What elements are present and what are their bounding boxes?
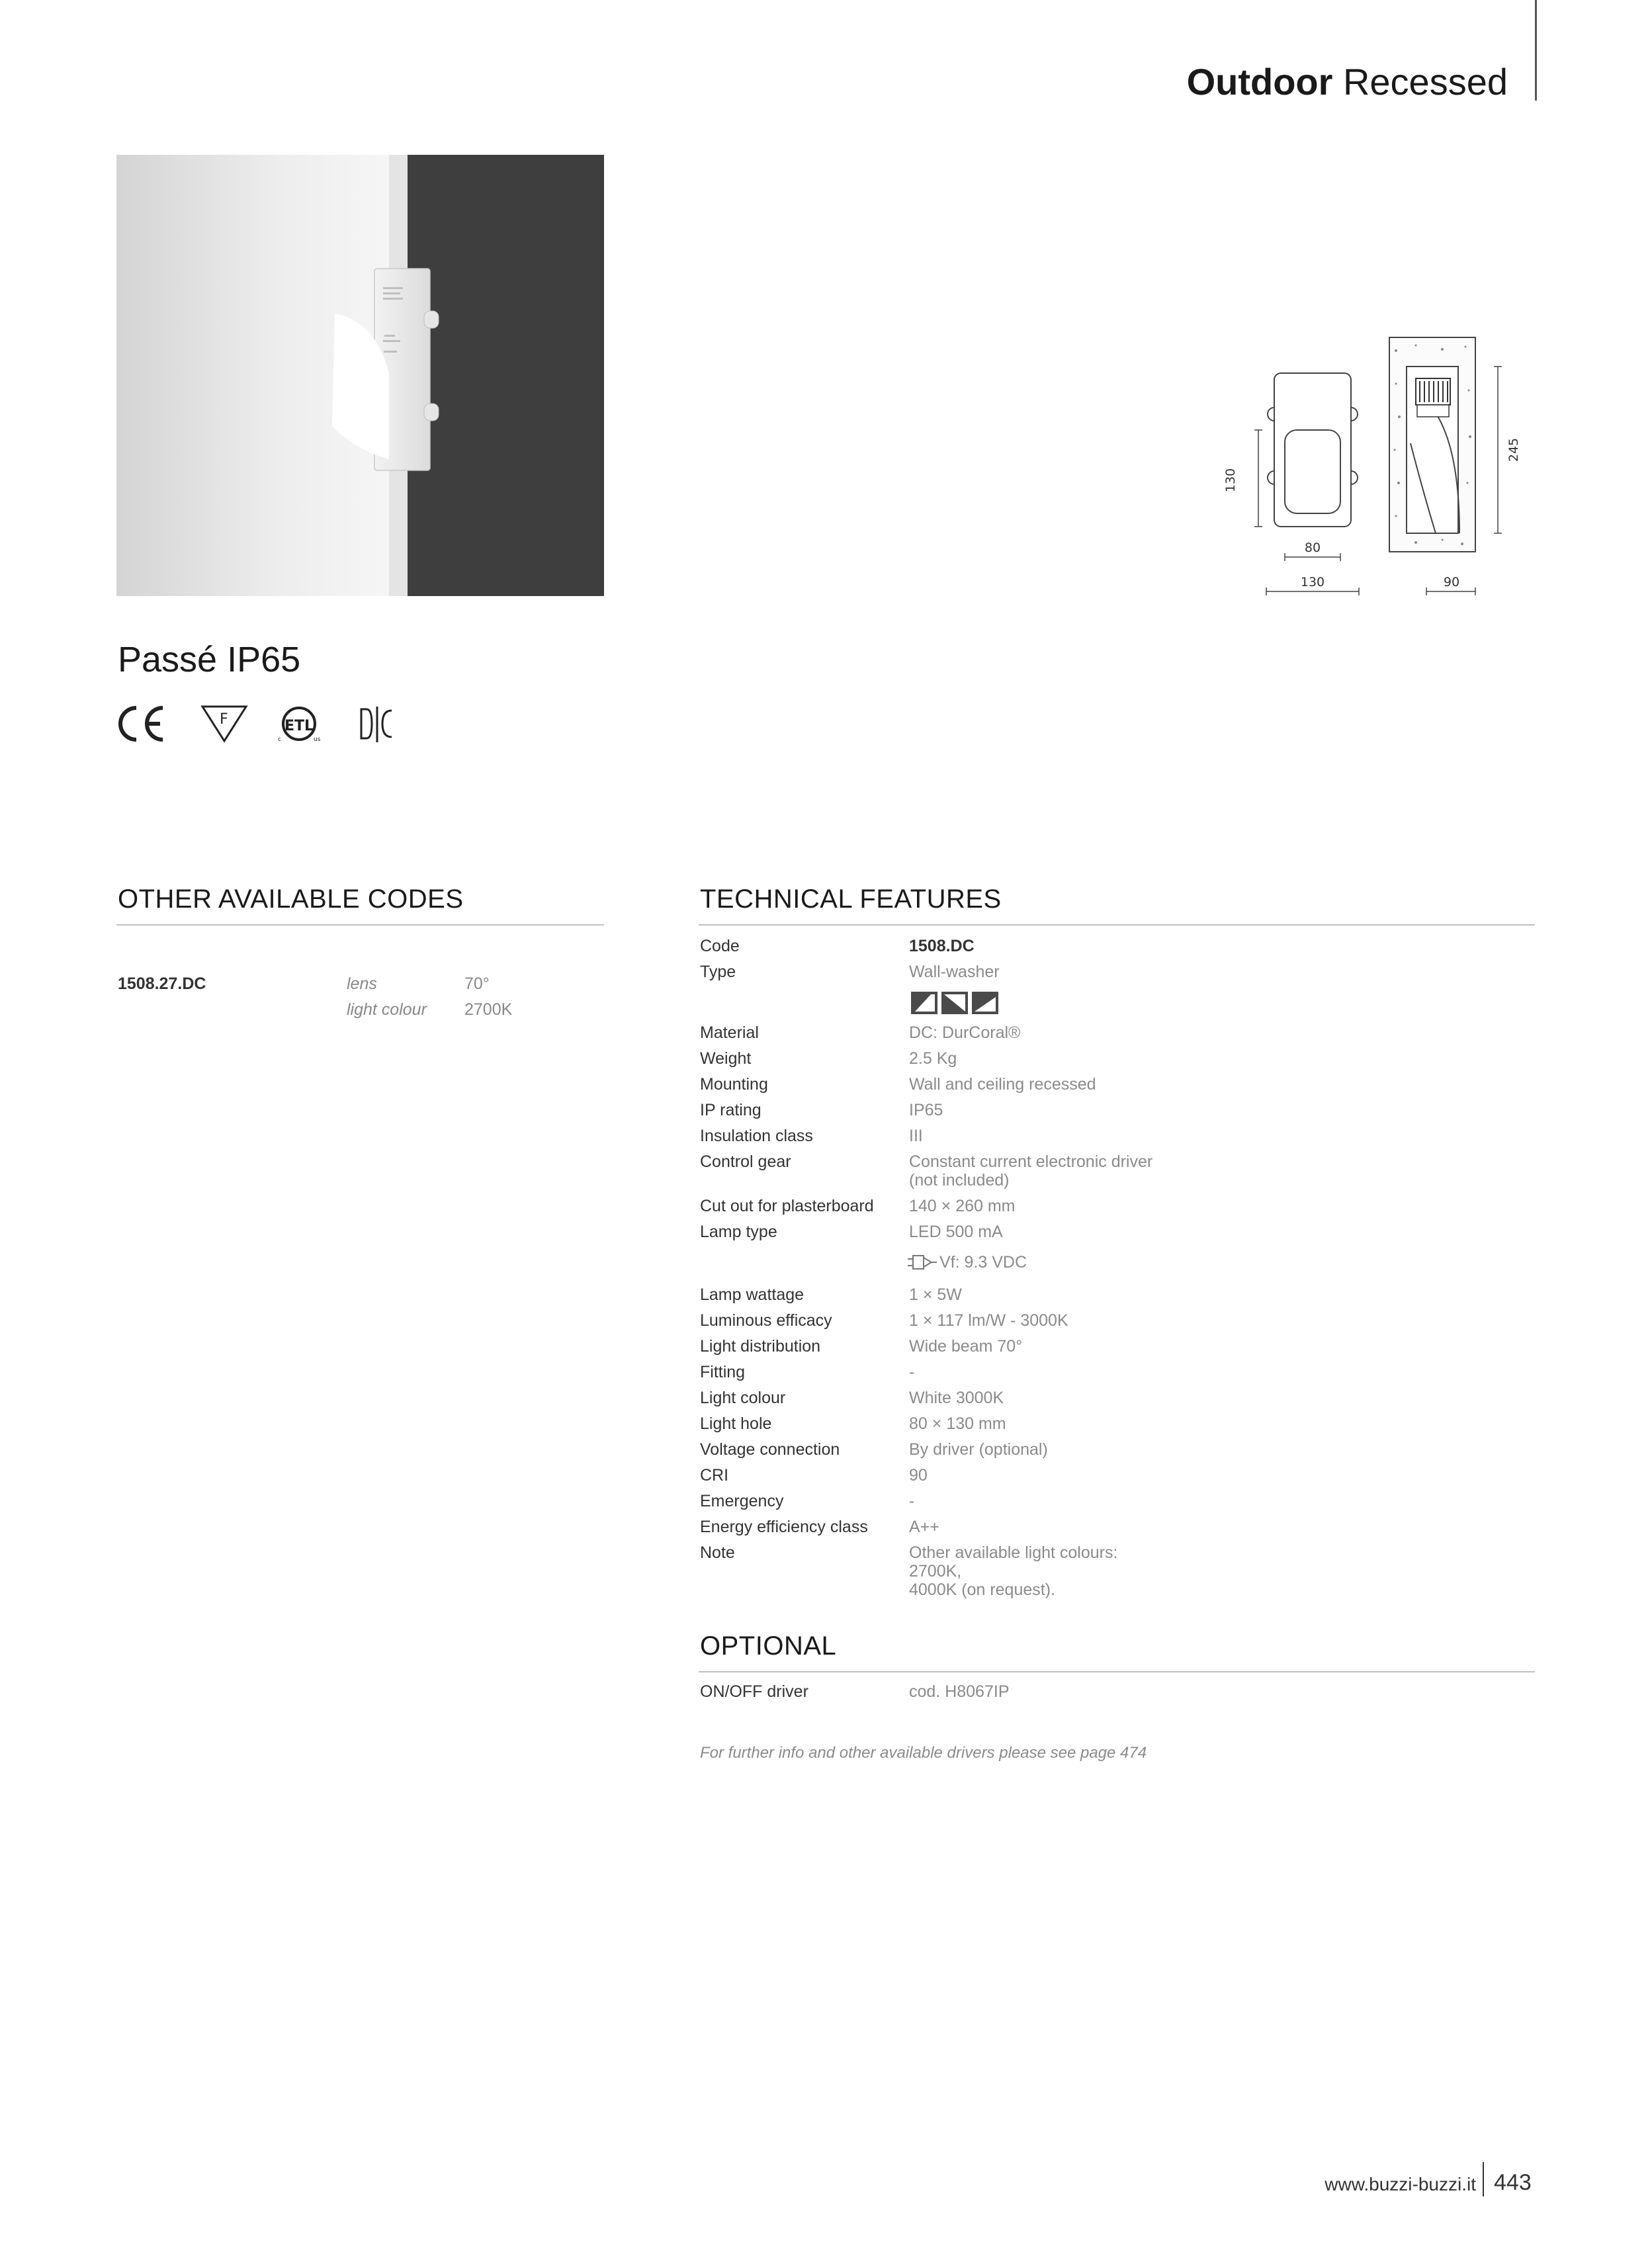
svg-text:c: c: [278, 736, 281, 743]
tf-label-cri: CRI: [700, 1466, 729, 1485]
tf-label-mounting: Mounting: [700, 1075, 768, 1094]
optional-divider: [699, 1671, 1535, 1672]
tf-value-lamp-wattage: 1 × 5W: [909, 1285, 962, 1304]
tf-label-control-gear: Control gear: [700, 1152, 791, 1171]
ce-mark-icon: [120, 708, 163, 740]
dc-mark-icon: [361, 707, 392, 742]
svg-text:us: us: [314, 736, 321, 743]
other-code: 1508.27.DC: [118, 974, 206, 993]
technical-drawing: [1197, 331, 1542, 609]
header-divider: [1535, 0, 1537, 101]
product-name: Passé IP65: [118, 640, 301, 679]
page-number: 443: [1494, 2170, 1532, 2195]
tf-label-note: Note: [700, 1543, 735, 1562]
other-code-colour-label: light colour: [347, 1000, 427, 1019]
tf-label-emergency: Emergency: [700, 1492, 784, 1510]
tf-label-luminous-efficacy: Luminous efficacy: [700, 1311, 832, 1330]
wall-washer-icon: [911, 992, 937, 1014]
technical-features-divider: [699, 924, 1535, 926]
footer-website: www.buzzi-buzzi.it: [1325, 2174, 1476, 2194]
etl-mark-icon: [278, 708, 321, 743]
tf-value-energy-class: A++: [909, 1518, 939, 1536]
tf-label-fitting: Fitting: [700, 1363, 746, 1381]
certification-marks: [116, 701, 408, 748]
technical-features-title: TECHNICAL FEATURES: [700, 885, 1002, 914]
optional-title: OPTIONAL: [700, 1631, 837, 1661]
tf-label-light-hole: Light hole: [700, 1414, 772, 1433]
dim-130-vertical: 130: [1223, 468, 1238, 493]
other-codes-title: OTHER AVAILABLE CODES: [118, 885, 464, 914]
lamp-forward-voltage: Vf: 9.3 VDC: [939, 1253, 1027, 1272]
distribution-type-icons: [911, 992, 998, 1014]
led-module-icon: [908, 1254, 937, 1271]
floor-washer-icon: [972, 992, 998, 1014]
footer-divider: [1483, 2162, 1484, 2196]
tf-label-light-distribution: Light distribution: [700, 1337, 821, 1356]
tf-value-ip-rating: IP65: [909, 1101, 943, 1119]
drivers-footnote: For further info and other available drivers please see page 474: [700, 1744, 1147, 1762]
product-photo: [116, 155, 604, 596]
other-code-colour-value: 2700K: [464, 1000, 513, 1019]
category-bold: Outdoor: [1186, 61, 1333, 103]
dim-130-horizontal: 130: [1300, 575, 1325, 589]
tf-value-code: 1508.DC: [909, 937, 975, 955]
tf-value-emergency: -: [909, 1492, 915, 1510]
dim-80: 80: [1304, 541, 1321, 555]
opt-value-driver: cod. H8067IP: [909, 1682, 1010, 1701]
tf-value-cri: 90: [909, 1466, 928, 1485]
tf-label-insulation-class: Insulation class: [700, 1127, 813, 1145]
side-view: [1389, 337, 1475, 552]
tf-value-weight: 2.5 Kg: [909, 1049, 957, 1068]
f-mark-icon: [202, 707, 246, 741]
tf-label-lamp-wattage: Lamp wattage: [700, 1285, 804, 1304]
opt-label-driver: ON/OFF driver: [700, 1682, 808, 1701]
tf-value-material: DC: DurCoral®: [909, 1023, 1021, 1042]
tf-value-light-hole: 80 × 130 mm: [909, 1414, 1006, 1433]
front-view: [1268, 373, 1358, 527]
page-category-title: [1186, 61, 1508, 103]
tf-value-note: Other available light colours: 2700K, 4000K (on request).: [909, 1543, 1118, 1599]
tf-label-cut-out: Cut out for plasterboard: [700, 1197, 874, 1215]
category-rest: Recessed: [1342, 61, 1508, 103]
tf-value-insulation-class: III: [909, 1127, 923, 1145]
tf-value-mounting: Wall and ceiling recessed: [909, 1075, 1096, 1094]
tf-label-code: Code: [700, 937, 740, 955]
tf-value-luminous-efficacy: 1 × 117 lm/W - 3000K: [909, 1311, 1068, 1330]
tf-label-type: Type: [700, 963, 736, 981]
tf-value-voltage-connection: By driver (optional): [909, 1440, 1048, 1459]
tf-value-light-distribution: Wide beam 70°: [909, 1337, 1023, 1356]
tf-label-ip-rating: IP rating: [700, 1101, 761, 1119]
tf-label-weight: Weight: [700, 1049, 752, 1068]
etl-mark-label: ETL: [284, 718, 314, 734]
other-codes-divider: [116, 924, 604, 926]
ceiling-washer-icon: [941, 992, 968, 1014]
tf-value-lamp-type: LED 500 mA: [909, 1223, 1003, 1241]
tf-label-light-colour: Light colour: [700, 1389, 786, 1407]
other-code-lens-value: 70°: [464, 974, 490, 993]
other-code-lens-label: lens: [347, 974, 377, 993]
tf-value-cut-out: 140 × 260 mm: [909, 1197, 1016, 1215]
dim-245: 245: [1506, 437, 1521, 462]
tf-value-control-gear: Constant current electronic driver (not included): [909, 1152, 1153, 1190]
f-mark-label: F: [220, 711, 228, 728]
tf-value-fitting: -: [909, 1363, 915, 1381]
dim-90: 90: [1443, 575, 1460, 589]
tf-value-type: Wall-washer: [909, 963, 1000, 981]
tf-label-material: Material: [700, 1023, 759, 1042]
tf-label-lamp-type: Lamp type: [700, 1223, 777, 1241]
tf-label-voltage-connection: Voltage connection: [700, 1440, 840, 1459]
tf-value-light-colour: White 3000K: [909, 1389, 1004, 1407]
tf-label-energy-class: Energy efficiency class: [700, 1518, 868, 1536]
